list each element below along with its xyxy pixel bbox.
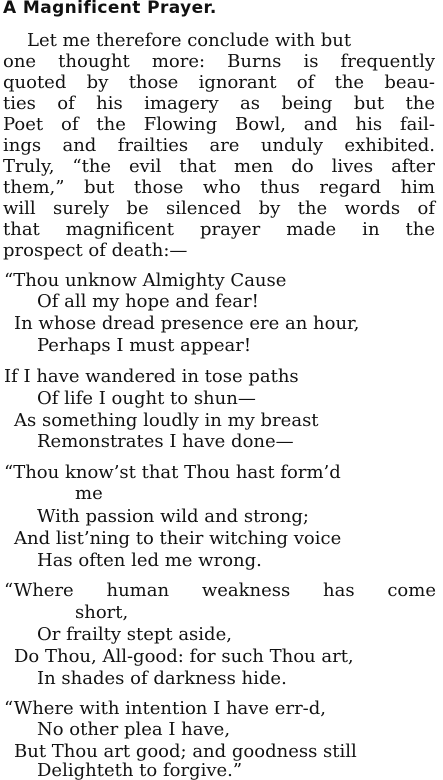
verse-line: And list’ning to their witching voice — [14, 528, 342, 549]
intro-line: them,” but those who thus regard him — [3, 177, 435, 198]
verse-line: If I have wandered in tose paths — [4, 366, 299, 387]
intro-line: Let me therefore conclude with but — [27, 30, 352, 51]
verse-line: In shades of darkness hide. — [37, 668, 287, 689]
verse-line: But Thou art good; and goodness still — [14, 741, 357, 762]
verse-line: Or frailty stept aside, — [37, 624, 232, 645]
verse-line: “Thou unknow Almighty Cause — [4, 270, 287, 291]
verse-line: “Thou know’st that Thou hast form’d — [4, 462, 341, 483]
intro-line: ties of his imagery as being but the — [3, 93, 435, 114]
verse-line: Of life I ought to shun— — [37, 388, 256, 409]
verse-line: No other plea I have, — [37, 719, 231, 740]
article-title: A Magnificent Prayer. — [3, 0, 217, 18]
intro-line: quoted by those ignorant of the beau- — [3, 72, 435, 93]
verse-line: With passion wild and strong; — [37, 506, 309, 527]
verse-line: In whose dread presence ere an hour, — [14, 313, 360, 334]
intro-line: will surely be silenced by the words of — [3, 198, 435, 219]
verse-line: “Where human weakness has come — [4, 580, 436, 601]
intro-line: Truly, “the evil that men do lives after — [3, 156, 435, 177]
verse-line: Delighteth to forgive.” — [37, 760, 243, 780]
intro-line: prospect of death:— — [3, 240, 188, 261]
verse-line: Remonstrates I have done— — [37, 431, 294, 452]
verse-line: Do Thou, All-good: for such Thou art, — [14, 646, 354, 667]
verse-line: me — [75, 483, 103, 504]
intro-line: one thought more: Burns is frequently — [3, 51, 435, 72]
verse-line: As something loudly in my breast — [14, 410, 319, 431]
intro-line: Poet of the Flowing Bowl, and his fail- — [3, 114, 435, 135]
verse-line: Of all my hope and fear! — [37, 291, 259, 312]
intro-line: that magnificent prayer made in the — [3, 219, 435, 240]
verse-line: “Where with intention I have err-d, — [4, 698, 326, 719]
verse-line: Has often led me wrong. — [37, 550, 262, 571]
verse-line: Perhaps I must appear! — [37, 335, 252, 356]
verse-line: short, — [75, 602, 129, 623]
intro-line: ings and frailties are unduly exhibited. — [3, 135, 435, 156]
